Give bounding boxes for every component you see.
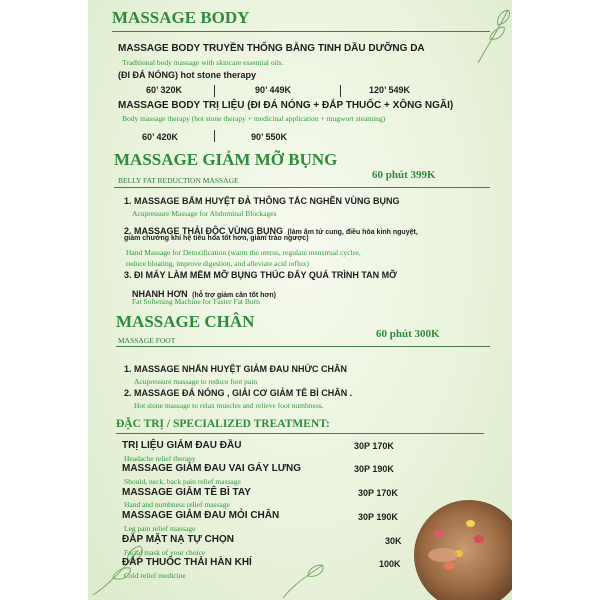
petal xyxy=(474,535,484,543)
hand xyxy=(428,548,458,562)
body-price-90: 90’ 449K xyxy=(255,85,292,95)
belly-item-2-en-2: reduce bloating, improve digestion, and alleviate acid reflux) xyxy=(126,259,310,268)
special-item-3-en: Hand and numbness relief massage xyxy=(124,500,230,509)
special-item-5-price: 30K xyxy=(385,536,402,546)
section-title-body: MASSAGE BODY xyxy=(112,8,250,27)
special-item-4-price: 30P 190K xyxy=(358,512,398,522)
price-separator xyxy=(214,85,215,97)
foot-item-1-en: Acupressure massage to reduce foot pain xyxy=(134,377,258,386)
special-item-6-name: ĐẮP THUỐC THẢI HÀN KHÍ xyxy=(122,557,252,568)
leaf-icon xyxy=(468,5,512,65)
special-item-1-name: TRỊ LIỆU GIẢM ĐAU ĐẦU xyxy=(122,440,242,451)
special-item-3-price: 30P 170K xyxy=(358,488,398,498)
body-item-1-en: Traditional body massage with skincare essential oils. xyxy=(122,58,284,67)
special-item-5-name: ĐẮP MẶT NẠ TỰ CHỌN xyxy=(122,534,234,545)
therapy-price-90: 90’ 550K xyxy=(251,132,288,142)
belly-item-1-name: 1. MASSAGE BẤM HUYỆT ĐẢ THÔNG TẮC NGHẼN VÙNG BỤNG xyxy=(124,196,400,206)
price-separator xyxy=(214,130,215,142)
special-item-2-name: MASSAGE GIẢM ĐAU VAI GÁY LƯNG xyxy=(122,463,302,474)
body-price-120: 120’ 549K xyxy=(369,85,411,95)
special-item-6-price: 100K xyxy=(379,559,401,569)
belly-item-2-note: (làm ấm tử cung, điều hòa kinh nguyệt, xyxy=(287,229,418,236)
body-item-2-en: Body massage therapy (hot stone therapy + medicinal application + mugwort steaming) xyxy=(122,114,386,123)
foot-item-2-en: Hot stone massage to relax muscles and relieve foot numbness. xyxy=(134,401,324,410)
hot-stone-label: (ĐI ĐÁ NÓNG) hot stone therapy xyxy=(118,70,257,80)
body-item-1-name: MASSAGE BODY TRUYỀN THỐNG BẰNG TINH DẦU DƯỠNG DA xyxy=(118,43,425,54)
divider xyxy=(114,187,490,188)
special-item-5-en: Facial mask of your choice xyxy=(124,548,206,557)
petal xyxy=(434,530,444,538)
belly-item-3-name: 3. ĐI MÁY LÀM MỀM MỠ BỤNG THÚC ĐẨY QUÁ TRÌNH TAN MỠ xyxy=(124,270,397,280)
price-separator xyxy=(340,85,341,97)
special-item-4-en: Leg pain relief massage xyxy=(124,524,196,533)
body-item-2-name: MASSAGE BODY TRỊ LIỆU (ĐI ĐÁ NÓNG + ĐẮP THUỐC + XÔNG NGÃI) xyxy=(118,100,454,111)
belly-item-3-en: Fat Softening Machine for Faster Fat Burn xyxy=(132,297,260,306)
belly-price: 60 phút 399K xyxy=(372,169,436,181)
divider xyxy=(116,346,490,347)
special-item-3-name: MASSAGE GIẢM TÊ BÌ TAY xyxy=(122,487,251,498)
section-title-foot: MASSAGE CHÂN xyxy=(116,312,255,331)
petal xyxy=(466,520,475,527)
divider xyxy=(116,433,484,434)
foot-bath-photo xyxy=(414,500,512,600)
belly-item-1-en: Acupressure Massage for Abdominal Blockages xyxy=(132,209,277,218)
belly-item-2-en: Hand Massage for Detoxification (warm the uterus, regulate menstrual cycles, xyxy=(126,248,361,257)
special-item-2-en: Should, neck, back pain relief massage xyxy=(124,477,241,486)
section-title-belly: MASSAGE GIẢM MỠ BỤNG xyxy=(114,150,338,169)
special-item-2-price: 30P 190K xyxy=(354,464,394,474)
special-item-1-price: 30P 170K xyxy=(354,441,394,451)
special-item-6-en: Cold relief medicine xyxy=(124,571,186,580)
foot-item-2-name: 2. MASSAGE ĐÁ NÓNG , GIẢI CƠ GIẢM TÊ BÌ CHÂN . xyxy=(124,388,353,398)
foot-price: 60 phút 300K xyxy=(376,328,440,340)
body-price-60: 60’ 320K xyxy=(146,85,183,95)
menu-page xyxy=(88,0,512,600)
special-item-4-name: MASSAGE GIẢM ĐAU MỎI CHÂN xyxy=(122,510,280,521)
section-title-special: ĐẶC TRỊ / SPECIALIZED TREATMENT: xyxy=(116,418,330,430)
foot-subtitle: MASSAGE FOOT xyxy=(118,336,176,345)
therapy-price-60: 60’ 420K xyxy=(142,132,179,142)
belly-item-3-note: (hỗ trợ giảm cân tốt hơn) xyxy=(192,292,276,299)
divider xyxy=(112,31,490,32)
belly-item-3-name-2: NHANH HƠN xyxy=(132,289,188,299)
belly-item-2-name: 2. MASSAGE THẢI ĐỘC VÙNG BỤNG xyxy=(124,226,284,236)
belly-subtitle: BELLY FAT REDUCTION MASSAGE xyxy=(118,176,239,185)
belly-item-2-note-2: giảm chướng khí hệ tiêu hóa tốt hơn, giảm trào ngược) xyxy=(124,235,309,242)
special-item-1-en: Headache relief therapy xyxy=(124,454,196,463)
petal xyxy=(444,562,455,570)
foot-item-1-name: 1. MASSAGE NHẤN HUYỆT GIẢM ĐAU NHỨC CHÂN xyxy=(124,364,347,374)
leaf-icon xyxy=(278,560,328,600)
